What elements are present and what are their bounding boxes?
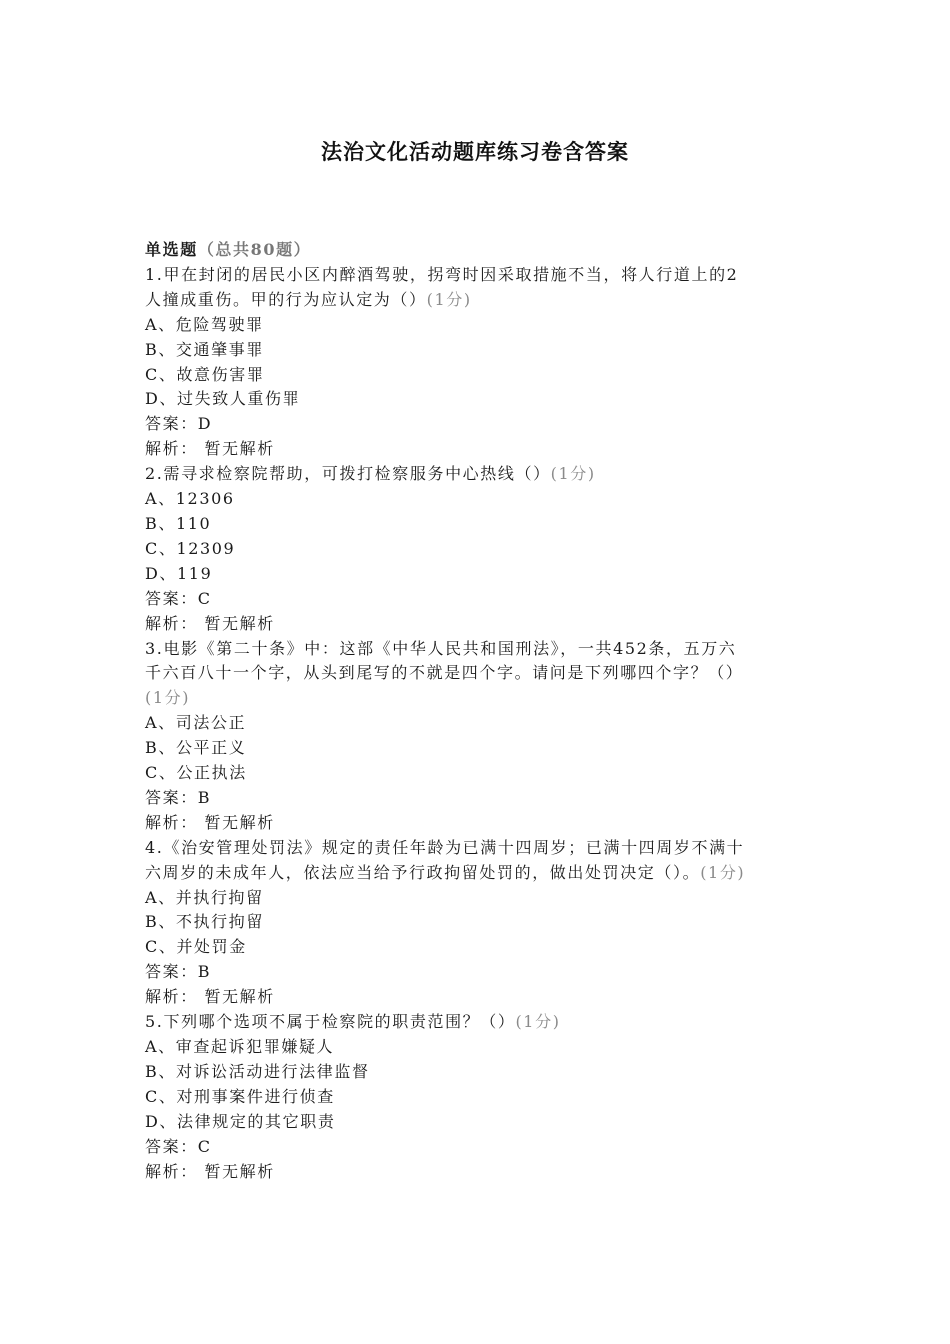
option: D、119: [145, 563, 213, 583]
option: A、12306: [145, 489, 235, 509]
option: B、交通肇事罪: [145, 339, 264, 359]
option: A、并执行拘留: [145, 887, 264, 907]
analysis: 解析： 暂无解析: [145, 1161, 275, 1181]
question-score: (1分): [700, 862, 746, 882]
option: C、12309: [145, 538, 236, 558]
answer: 答案：C: [145, 1136, 212, 1156]
option: D、法律规定的其它职责: [145, 1111, 336, 1131]
question-4: [145, 836, 805, 1010]
question-stem-line: [145, 288, 805, 313]
answer: 答案：B: [145, 962, 212, 982]
section-count: （总共80题）: [197, 240, 312, 259]
document-title: 法治文化活动题库练习卷含答案: [321, 139, 629, 164]
option: B、公平正义: [145, 738, 247, 758]
answer: 答案：C: [145, 588, 212, 608]
question-stem-text: 六周岁的未成年人，依法应当给予行政拘留处罚的，做出处罚决定（）。: [145, 862, 701, 882]
question-stem-line: [145, 861, 805, 886]
question-stem-line: 千六百八十一个字，从头到尾写的不就是四个字。请问是下列哪四个字？（）: [145, 663, 744, 683]
section-heading: [145, 238, 805, 263]
answer: 答案：B: [145, 787, 212, 807]
question-score: (1分): [145, 688, 191, 708]
option: B、对诉讼活动进行法律监督: [145, 1061, 370, 1081]
question-stem-line: [145, 1010, 805, 1035]
option: C、对刑事案件进行侦查: [145, 1086, 335, 1106]
option: C、并处罚金: [145, 937, 247, 957]
question-stem-line: 1.甲在封闭的居民小区内醉酒驾驶，拐弯时因采取措施不当，将人行道上的2: [145, 264, 739, 284]
question-3: [145, 637, 805, 836]
question-5: [145, 1010, 805, 1184]
analysis: 解析： 暂无解析: [145, 439, 275, 459]
section-label: 单选题: [145, 240, 198, 259]
analysis: 解析： 暂无解析: [145, 987, 275, 1007]
question-score: (1分): [426, 289, 472, 309]
question-stem-line: 4.《治安管理处罚法》规定的责任年龄为已满十四周岁；已满十四周岁不满十: [145, 837, 745, 857]
question-stem-line: 3.电影《第二十条》中：这部《中华人民共和国刑法》，一共452条，五万六: [145, 638, 737, 658]
option: C、故意伤害罪: [145, 364, 265, 384]
option: C、公正执法: [145, 763, 247, 783]
option: B、不执行拘留: [145, 912, 264, 932]
option: D、过失致人重伤罪: [145, 389, 301, 409]
question-stem-line: [145, 462, 805, 487]
answer: 答案：D: [145, 414, 213, 434]
question-stem-text: 2.需寻求检察院帮助，可拨打检察服务中心热线（）: [145, 464, 551, 484]
question-stem-text: 5.下列哪个选项不属于检察院的职责范围？（）: [145, 1012, 516, 1032]
question-score: (1分): [550, 464, 596, 484]
question-2: [145, 462, 805, 636]
question-1: [145, 263, 805, 462]
option: A、审查起诉犯罪嫌疑人: [145, 1037, 335, 1056]
question-stem-text: 人撞成重伤。甲的行为应认定为（）: [145, 289, 427, 309]
document-content: [145, 238, 805, 1184]
option: B、110: [145, 513, 212, 533]
option: A、司法公正: [145, 713, 247, 733]
option: A、危险驾驶罪: [145, 314, 264, 334]
analysis: 解析： 暂无解析: [145, 613, 275, 633]
analysis: 解析： 暂无解析: [145, 812, 275, 832]
question-score: (1分): [515, 1012, 561, 1032]
